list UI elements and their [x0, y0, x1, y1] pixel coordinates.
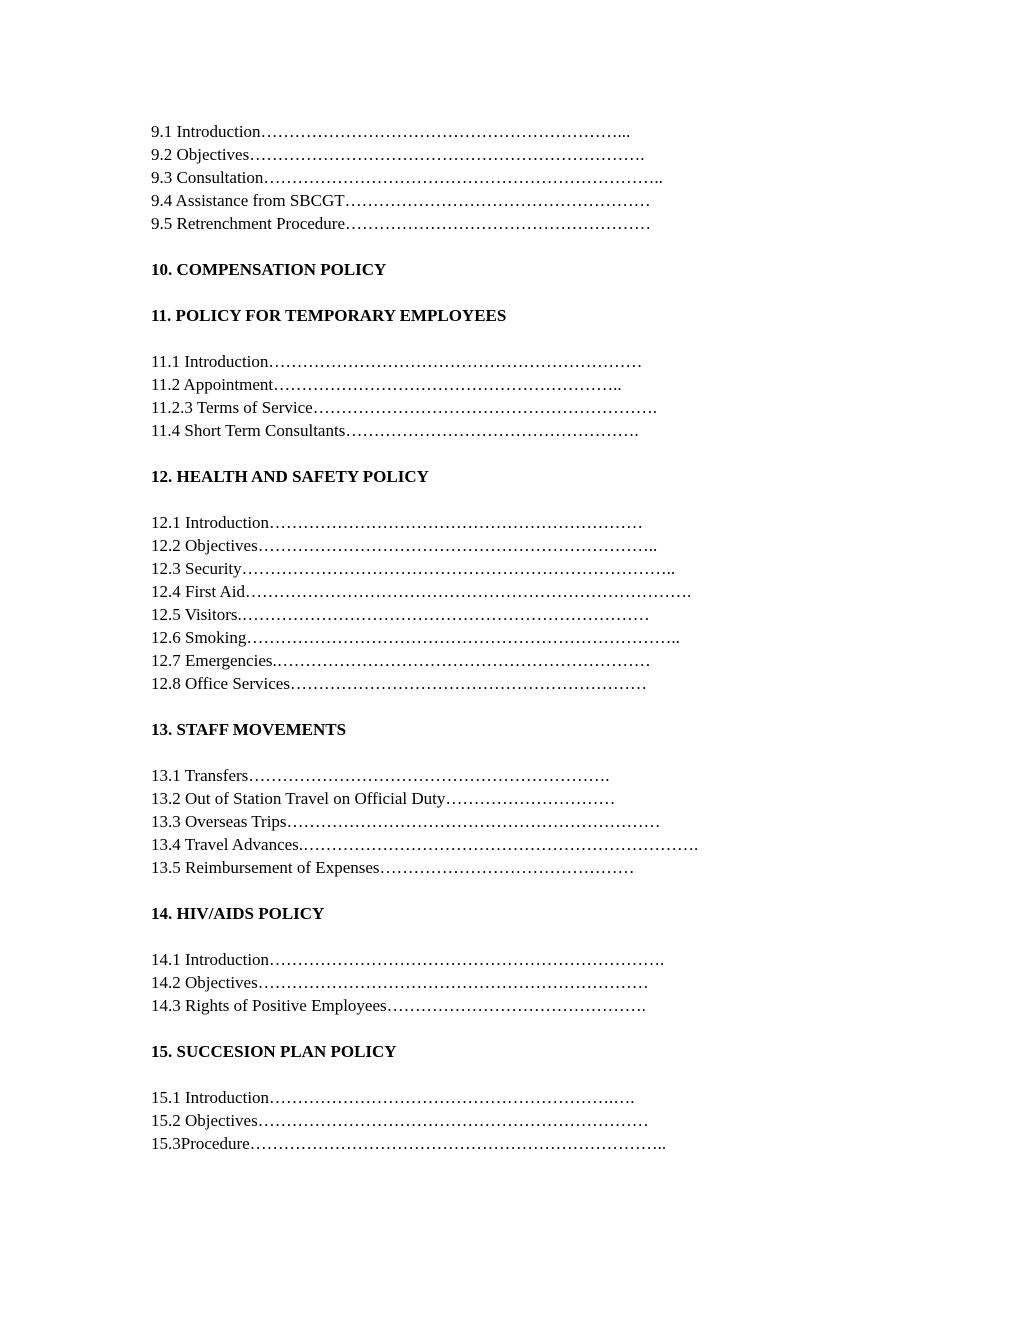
spacer [151, 879, 851, 902]
spacer [151, 488, 851, 511]
toc-entry-13-5: 13.5 Reimbursement of Expenses……………………………………… [151, 858, 635, 877]
toc-entry-14-3: 14.3 Rights of Positive Employees………………………………………. [151, 996, 646, 1015]
section-14-list [151, 948, 851, 1017]
spacer [151, 442, 851, 465]
toc-entry-11-1: 11.1 Introduction………………………………………………………… [151, 352, 643, 371]
section-12-heading: 12. HEALTH AND SAFETY POLICY [151, 467, 429, 486]
section-13-heading: 13. STAFF MOVEMENTS [151, 720, 347, 739]
spacer [151, 281, 851, 304]
toc-entry-12-4: 12.4 First Aid……………………………………………………………………. [151, 582, 692, 601]
toc-entry-9-5: 9.5 Retrenchment Procedure……………………………………………… [151, 214, 652, 233]
spacer [151, 741, 851, 764]
toc-entry-9-2: 9.2 Objectives……………………………………………………………. [151, 145, 645, 164]
section-12-list [151, 511, 851, 695]
spacer [151, 235, 851, 258]
spacer [151, 327, 851, 350]
toc-entry-12-7: 12.7 Emergencies.………………………………………………………… [151, 651, 651, 670]
section-11-list [151, 350, 851, 442]
spacer [151, 925, 851, 948]
table-of-contents [151, 120, 851, 1155]
spacer [151, 1063, 851, 1086]
toc-entry-12-5: 12.5 Visitors.……………………………………………………………… [151, 605, 650, 624]
toc-entry-11-4: 11.4 Short Term Consultants……………………………………………. [151, 421, 639, 440]
spacer [151, 1017, 851, 1040]
toc-entry-15-3: 15.3Procedure……………………………………………………………….. [151, 1134, 667, 1153]
section-11-heading: 11. POLICY FOR TEMPORARY EMPLOYEES [151, 306, 507, 325]
toc-entry-12-8: 12.8 Office Services……………………………………………………… [151, 674, 647, 693]
section-15-list [151, 1086, 851, 1155]
toc-entry-13-3: 13.3 Overseas Trips………………………………………………………… [151, 812, 661, 831]
section-9-list [151, 120, 851, 235]
section-10-heading: 10. COMPENSATION POLICY [151, 260, 387, 279]
toc-entry-11-2-3: 11.2.3 Terms of Service……………………………………………………. [151, 398, 657, 417]
toc-entry-13-1: 13.1 Transfers………………………………………………………. [151, 766, 610, 785]
toc-entry-9-4: 9.4 Assistance from SBCGT……………………………………………… [151, 191, 651, 210]
toc-entry-12-2: 12.2 Objectives…………………………………………………………….. [151, 536, 658, 555]
toc-entry-15-1: 15.1 Introduction…………………………………………………….…. [151, 1088, 635, 1107]
section-14-heading: 14. HIV/AIDS POLICY [151, 904, 325, 923]
toc-entry-12-1: 12.1 Introduction………………………………………………………… [151, 513, 644, 532]
section-13-list [151, 764, 851, 879]
toc-entry-11-2: 11.2 Appointment…………………………………………………….. [151, 375, 622, 394]
toc-entry-14-1: 14.1 Introduction……………………………………………………………. [151, 950, 665, 969]
toc-entry-14-2: 14.2 Objectives…………………………………………………………… [151, 973, 649, 992]
toc-entry-12-6: 12.6 Smoking………………………………………………………………….. [151, 628, 680, 647]
toc-entry-9-3: 9.3 Consultation…………………………………………………………….. [151, 168, 663, 187]
toc-entry-12-3: 12.3 Security………………………………………………………………….. [151, 559, 676, 578]
toc-entry-13-2: 13.2 Out of Station Travel on Official Duty………………………… [151, 789, 616, 808]
toc-entry-13-4: 13.4 Travel Advances.……………………………………………………………. [151, 835, 699, 854]
section-15-heading: 15. SUCCESION PLAN POLICY [151, 1042, 397, 1061]
toc-entry-15-2: 15.2 Objectives…………………………………………………………… [151, 1111, 649, 1130]
toc-entry-9-1: 9.1 Introduction………………………………………………………... [151, 122, 631, 141]
spacer [151, 695, 851, 718]
